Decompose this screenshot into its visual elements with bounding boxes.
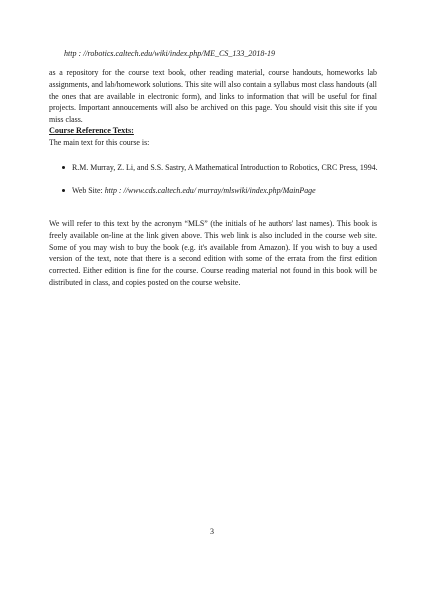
section-heading: Course Reference Texts: (49, 126, 134, 135)
list-item (58, 162, 378, 174)
web-site-url: http : //www.cds.caltech.edu/ murray/mlswiki/index.php/MainPage (104, 185, 316, 195)
course-website-url: http : //robotics.caltech.edu/wiki/index.php/ME_CS_133_2018-19 (64, 49, 276, 58)
list-item (58, 185, 378, 197)
bullet-icon (62, 189, 65, 192)
bullet-icon (62, 166, 65, 169)
web-site-label: Web Site: (72, 185, 105, 195)
section-lead: The main text for this course is: (49, 138, 150, 147)
intro-paragraph: as a repository for the course text book, other reading material, course handouts, homeworks lab assignments, and lab/homework solutions. This site will also contain a syllabus most class handouts (all the ones that are available in electronic form), and links to information that will be useful for final projects. Important annoucements will also be archived on this page. You should visit this site if you miss class. (49, 68, 377, 125)
reference-list (58, 162, 378, 208)
reference-text: R.M. Murray, Z. Li, and S.S. Sastry, A Mathematical Introduction to Robotics, CRC Press, 1994. (72, 163, 378, 172)
mls-paragraph: We will refer to this text by the acronym “MLS” (the initials of he authors' last names). This book is freely available on-line at the link given above. This web link is also included in the course web site. Some of you may wish to buy the book (e.g. it's available from Amazon). If you wish to buy a used version of the text, note that there is a second edition with some of the errata from the first edition corrected. Either edition is fine for the course. Course reading material not found in this book will be distributed in class, and copies posted on the course website. (49, 219, 377, 287)
page-number: 3 (210, 527, 214, 536)
